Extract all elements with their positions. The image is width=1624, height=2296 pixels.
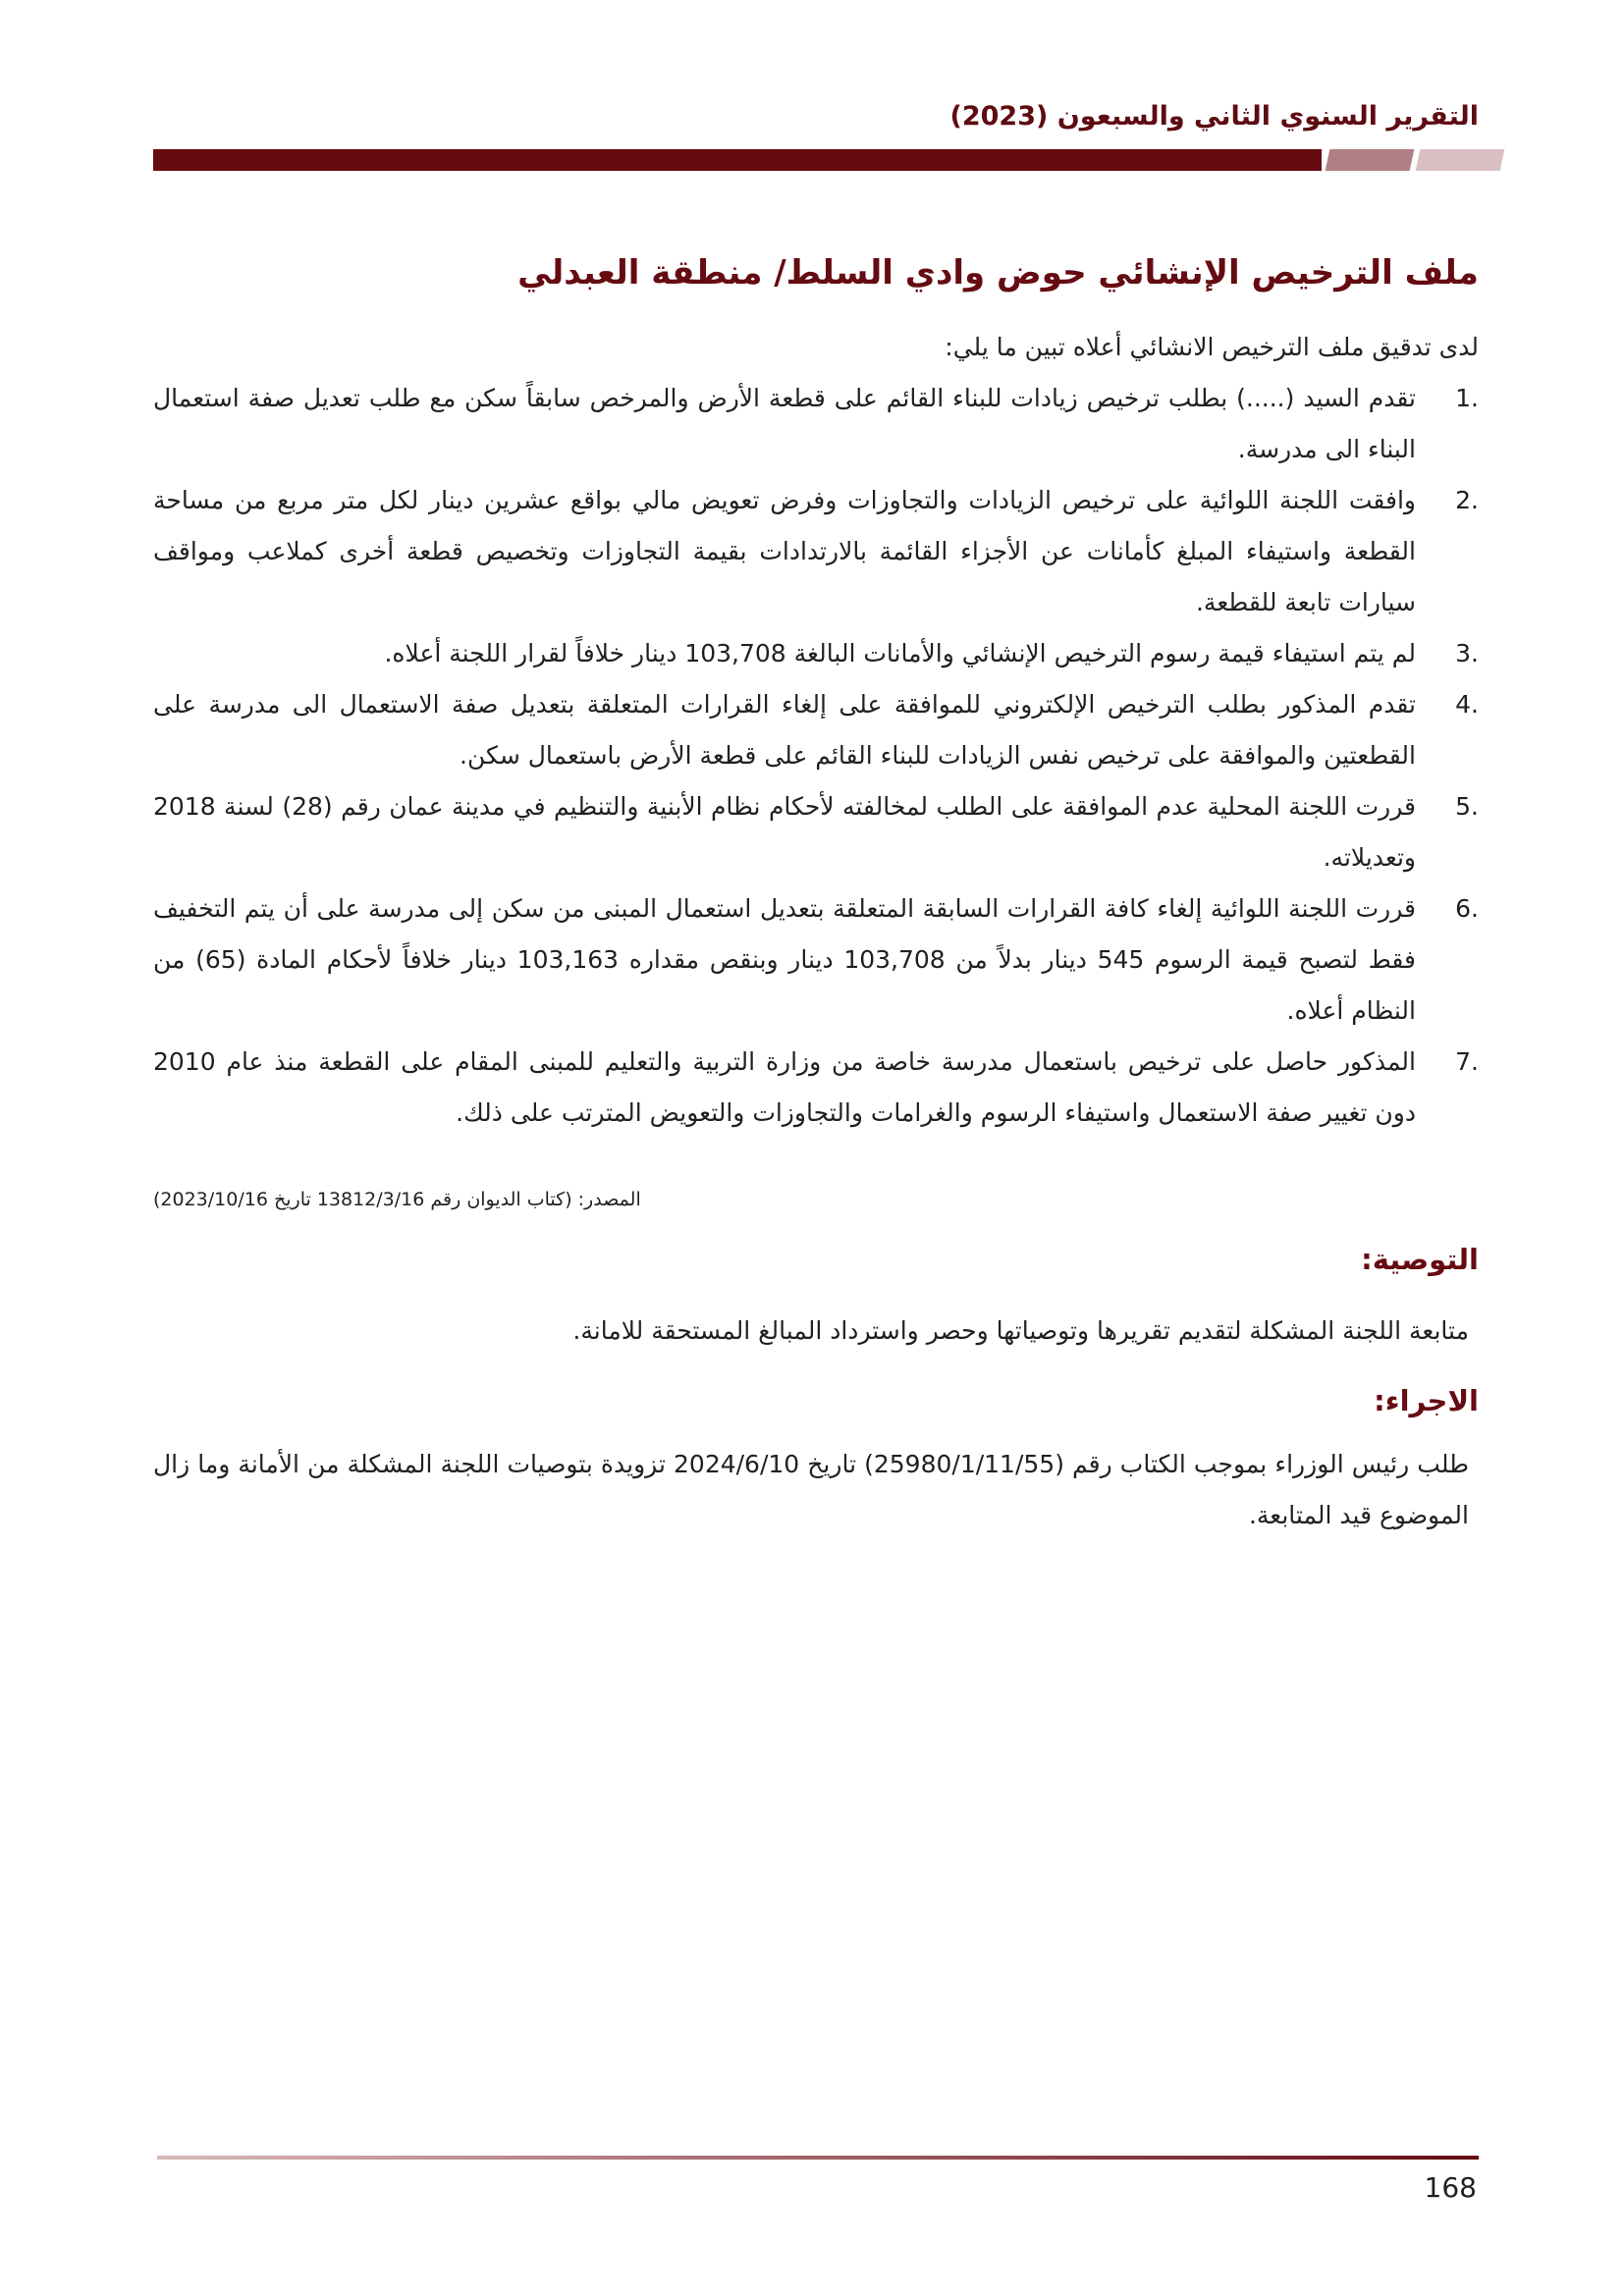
list-item (153, 781, 1479, 883)
intro-text: لدى تدقيق ملف الترخيص الانشائي أعلاه تبين ما يلي: (945, 333, 1479, 361)
action-text: طلب رئيس الوزراء بموجب الكتاب رقم (25980/1/11/55) تاريخ 2024/6/10 تزويدة بتوصيات اللجنة المشكلة من الأمانة وما زال الموضوع قيد المتابعة. (153, 1450, 1470, 1529)
page-number: 168 (1424, 2171, 1477, 2204)
item-text: قررت اللجنة المحلية عدم الموافقة على الطلب لمخالفته لأحكام نظام الأبنية والتنظيم في مدينة عمان رقم (28) لسنة 2018 وتعديلاته. (153, 792, 1417, 872)
list-item (153, 679, 1479, 781)
item-number: 3. (1455, 639, 1479, 667)
running-header-title: التقرير السنوي الثاني والسبعون (2023) (949, 101, 1479, 132)
item-text: لم يتم استيفاء قيمة رسوم الترخيص الإنشائي والأمانات البالغة 103,708 دينار خلافاً لقرار اللجنة أعلاه. (384, 639, 1416, 667)
recommendation-text: متابعة اللجنة المشكلة لتقديم تقريرها وتوصياتها وحصر واسترداد المبالغ المستحقة للامانة. (572, 1316, 1469, 1345)
list-item (153, 475, 1479, 628)
item-number: 1. (1455, 384, 1479, 412)
list-item (153, 628, 1479, 679)
item-number: 7. (1455, 1047, 1479, 1076)
section-title: ملف الترخيص الإنشائي حوض وادي السلط/ منطقة العبدلي (517, 253, 1479, 293)
header-bar-mid (1326, 149, 1415, 171)
item-number: 5. (1455, 792, 1479, 821)
action-heading: الاجراء: (1374, 1384, 1479, 1417)
footer-divider (157, 2156, 1479, 2160)
item-text: تقدم السيد (.....) بطلب ترخيص زيادات للبناء القائم على قطعة الأرض والمرخص سابقاً سكن مع طلب تعديل صفة استعمال البناء الى مدرسة. (153, 384, 1416, 463)
item-text: وافقت اللجنة اللوائية على ترخيص الزيادات والتجاوزات وفرض تعويض مالي بواقع عشرين دينار لكل متر مربع من مساحة القطعة واستيفاء المبلغ كأمانات عن الأجزاء القائمة بالارتدادات بقيمة التجاوزات وتخصيص قطعة أخرى كملاعب ومواقف سيارات تابعة للقطعة. (153, 486, 1416, 616)
item-number: 6. (1455, 894, 1479, 923)
item-text: تقدم المذكور بطلب الترخيص الإلكتروني للموافقة على إلغاء القرارات المتعلقة بتعديل صفة الاستعمال الى مدرسة على القطعتين والموافقة على ترخيص نفس الزيادات للبناء القائم على قطعة الأرض باستعمال سكن. (153, 690, 1416, 770)
item-number: 2. (1455, 486, 1479, 514)
list-item (153, 373, 1479, 475)
header-bar-light (1416, 149, 1505, 171)
source-note: المصدر: (كتاب الديوان رقم 13812/3/16 تاريخ 2023/10/16) (153, 1189, 641, 1210)
item-number: 4. (1455, 690, 1479, 719)
item-text: قررت اللجنة اللوائية إلغاء كافة القرارات السابقة المتعلقة بتعديل استعمال المبنى من سكن إلى مدرسة على أن يتم التخفيف فقط لتصبح قيمة الرسوم 545 دينار بدلاً من 103,708 دينار وبنقص مقداره 103,163 دينار خلافاً لأحكام المادة (65) من النظام أعلاه. (153, 894, 1417, 1025)
list-item (153, 1037, 1479, 1139)
item-text: المذكور حاصل على ترخيص باستعمال مدرسة خاصة من وزارة التربية والتعليم للمبنى المقام على القطعة منذ عام 2010 دون تغيير صفة الاستعمال واستيفاء الرسوم والغرامات والتجاوزات والتعويض المترتب على ذلك. (153, 1047, 1416, 1127)
header-bar-dark (153, 149, 1322, 171)
recommendation-heading: التوصية: (1361, 1243, 1479, 1276)
list-item (153, 883, 1479, 1037)
findings-list (153, 373, 1479, 1139)
